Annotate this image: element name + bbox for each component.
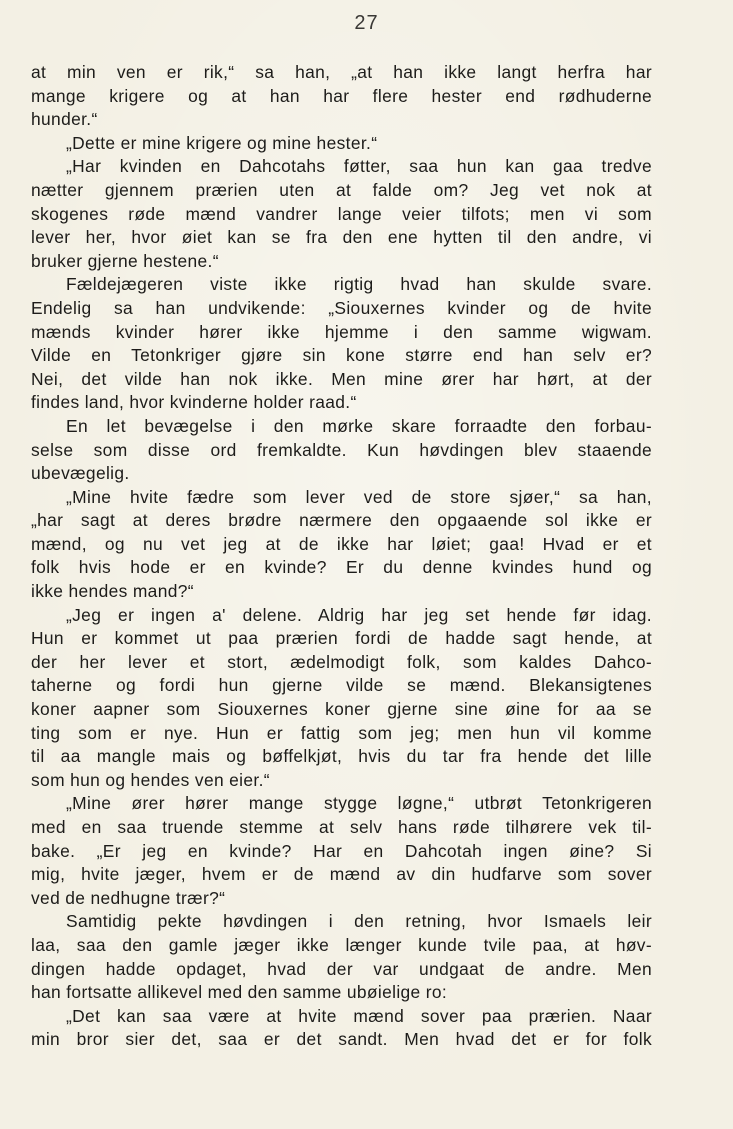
text-line: skogenes røde mænd vandrer lange veier tilfots; men vi som [31,203,652,224]
text-line: „Mine hvite fædre som lever ved de store sjøer,“ sa han, [66,486,652,507]
text-line: koner aapner som Siouxernes koner gjerne sine øine for aa se [31,699,652,720]
text-line: Vilde en Tetonkriger gjøre sin kone større end han selv er? [31,345,652,366]
text-line: som hun og hendes ven eier.“ [31,769,270,790]
text-line: ting som er nye. Hun er fattig som jeg; men hun vil komme [31,722,652,743]
text-line: med en saa truende stemme at selv hans røde tilhørere vek til- [31,817,652,837]
text-line: hunder.“ [31,109,98,130]
text-line: mænd, og nu vet jeg at de ikke har løiet; gaa! Hvad er et [31,533,652,554]
text-line: Samtidig pekte høvdingen i den retning, hvor Ismaels leir [66,911,652,932]
text-line: lever her, hvor øiet kan se fra den ene hytten til den andre, vi [31,227,652,248]
text-line: folk hvis hode er en kvinde? Er du denne kvindes hund og [31,557,652,578]
text-line: Hun er kommet ut paa prærien fordi de hadde sagt hende, at [31,628,652,649]
text-line: „Det kan saa være at hvite mænd sover paa prærien. Naar [66,1005,652,1026]
text-line: bruker gjerne hestene.“ [31,250,219,271]
text-line: findes land, hvor kvinderne holder raad.“ [31,392,357,413]
text-line: taherne og fordi hun gjerne vilde se mænd. Blekansigtenes [31,675,652,696]
text-line: ubevægelig. [31,463,130,484]
text-line: laa, saa den gamle jæger ikke længer kunde tvile paa, at høv- [31,934,652,955]
text-line: Fældejægeren viste ikke rigtig hvad han skulde svare. [66,274,652,295]
text-line: ved de nedhugne trær?“ [31,887,226,908]
text-line: der her lever et stort, ædelmodigt folk, som kaldes Dahco- [31,651,652,672]
text-line: mig, hvite jæger, hvem er de mænd av din hudfarve som sover [31,864,652,885]
text-line: „Mine ører hører mange stygge løgne,“ utbrøt Tetonkrigeren [66,793,652,814]
text-line: „har sagt at deres brødre nærmere den opgaaende sol ikke er [31,510,652,531]
page-number: 27 [354,12,379,34]
text-line: bake. „Er jeg en kvinde? Har en Dahcotah ingen øine? Si [31,840,652,861]
text-line: ikke hendes mand?“ [31,581,194,602]
text-line: min bror sier det, saa er det sandt. Men hvad det er for folk [31,1029,652,1050]
text-line: han fortsatte allikevel med den samme ubøielige ro: [31,982,448,1003]
text-line: mænds kvinder hører ikke hjemme i den samme wigwam. [31,321,652,342]
text-line: „Har kvinden en Dahcotahs føtter, saa hun kan gaa tredve [66,156,652,177]
text-line: „Dette er mine krigere og mine hester.“ [66,132,378,153]
body-text [31,61,652,1052]
text-line: til aa mangle mais og bøffelkjøt, hvis du tar fra hende det lille [31,746,652,767]
text-line: nætter gjennem prærien uten at falde om? Jeg vet nok at [31,179,652,200]
text-line: En let bevægelse i den mørke skare forraadte den forbau- [66,415,652,436]
text-line: dingen hadde opdaget, hvad der var undgaat de andre. Men [31,958,652,979]
text-line: Nei, det vilde han nok ikke. Men mine ører har hørt, at der [31,368,652,389]
text-line: Endelig sa han undvikende: „Siouxernes kvinder og de hvite [31,297,652,318]
text-line: selse som disse ord fremkaldte. Kun høvdingen blev staaende [31,439,652,460]
text-line: „Jeg er ingen a' delene. Aldrig har jeg set hende før idag. [66,604,652,625]
text-line: mange krigere og at han har flere hester end rødhuderne [31,85,652,106]
text-line: at min ven er rik,“ sa han, „at han ikke langt herfra har [31,62,652,82]
